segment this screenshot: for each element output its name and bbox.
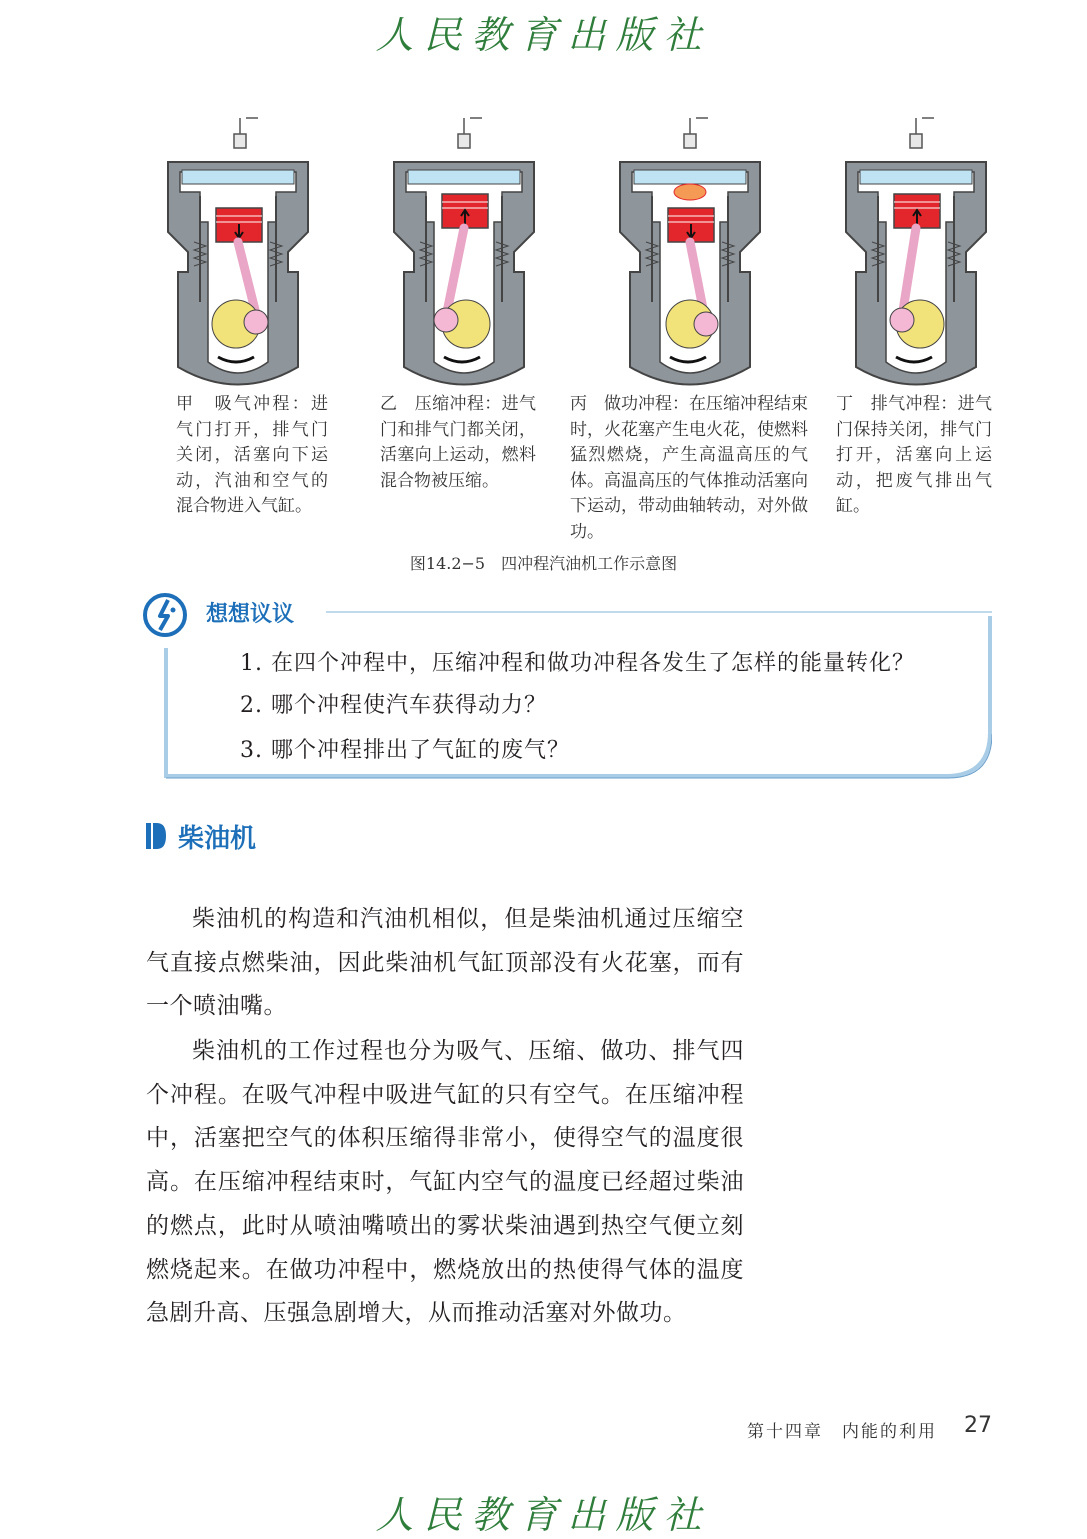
caption-compression-stroke: 乙 压缩冲程：进气门和排气门都关闭，活塞向上运动，燃料混合物被压缩。 xyxy=(380,394,536,491)
think-bulb-icon xyxy=(142,592,188,638)
engine-diagram-exhaust xyxy=(836,112,996,392)
question-item: 1. 在四个冲程中，压缩冲程和做功冲程各发生了怎样的能量转化？ xyxy=(240,651,915,676)
section-marker-icon xyxy=(146,823,166,849)
caption-intake-stroke: 甲 吸气冲程：进气门打开，排气门关闭，活塞向下运动，汽油和空气的混合物进入气缸。 xyxy=(176,394,328,516)
engine-diagram-power xyxy=(610,112,770,392)
engine-stroke-figure xyxy=(150,112,1030,402)
engine-diagram-intake xyxy=(158,112,318,392)
body-paragraph: 柴油机的构造和汽油机相似，但是柴油机通过压缩空气直接点燃柴油，因此柴油机气缸顶部没有火花塞，而有一个喷油嘴。 xyxy=(146,906,744,1020)
question-item: 2. 哪个冲程使汽车获得动力？ xyxy=(240,693,547,718)
footer-chapter-title: 第十四章 内能的利用 xyxy=(747,1422,937,1442)
think-discuss-title: 想想议议 xyxy=(206,602,295,627)
publisher-watermark-top: 人民教育出版社 xyxy=(375,13,712,57)
caption-exhaust-stroke: 丁 排气冲程：进气门保持关闭，排气门打开，活塞向上运动，把废气排出气缸。 xyxy=(836,394,992,516)
body-paragraph: 柴油机的工作过程也分为吸气、压缩、做功、排气四个冲程。在吸气冲程中吸进气缸的只有空气。在压缩冲程中，活塞把空气的体积压缩得非常小，使得空气的温度很高。在压缩冲程结束时，气缸内空气的温度已经超过柴油的燃点，此时从喷油嘴喷出的雾状柴油遇到热空气便立刻燃烧起来。在做功冲程中，燃烧放出的热使得气体的温度急剧升高、压强急剧增大，从而推动活塞对外做功。 xyxy=(146,1038,744,1327)
engine-diagram-compression xyxy=(384,112,544,392)
caption-power-stroke: 丙 做功冲程：在压缩冲程结束时，火花塞产生电火花，使燃料猛烈燃烧，产生高温高压的气体。高温高压的气体推动活塞向下运动，带动曲轴转动，对外做功。 xyxy=(570,394,808,542)
publisher-watermark-bottom: 人民教育出版社 xyxy=(375,1493,712,1537)
figure-title: 图14.2−5 四冲程汽油机工作示意图 xyxy=(409,554,678,573)
page-number: 27 xyxy=(964,1413,992,1438)
question-item: 3. 哪个冲程排出了气缸的废气？ xyxy=(240,738,570,763)
section-title: 柴油机 xyxy=(178,824,257,854)
